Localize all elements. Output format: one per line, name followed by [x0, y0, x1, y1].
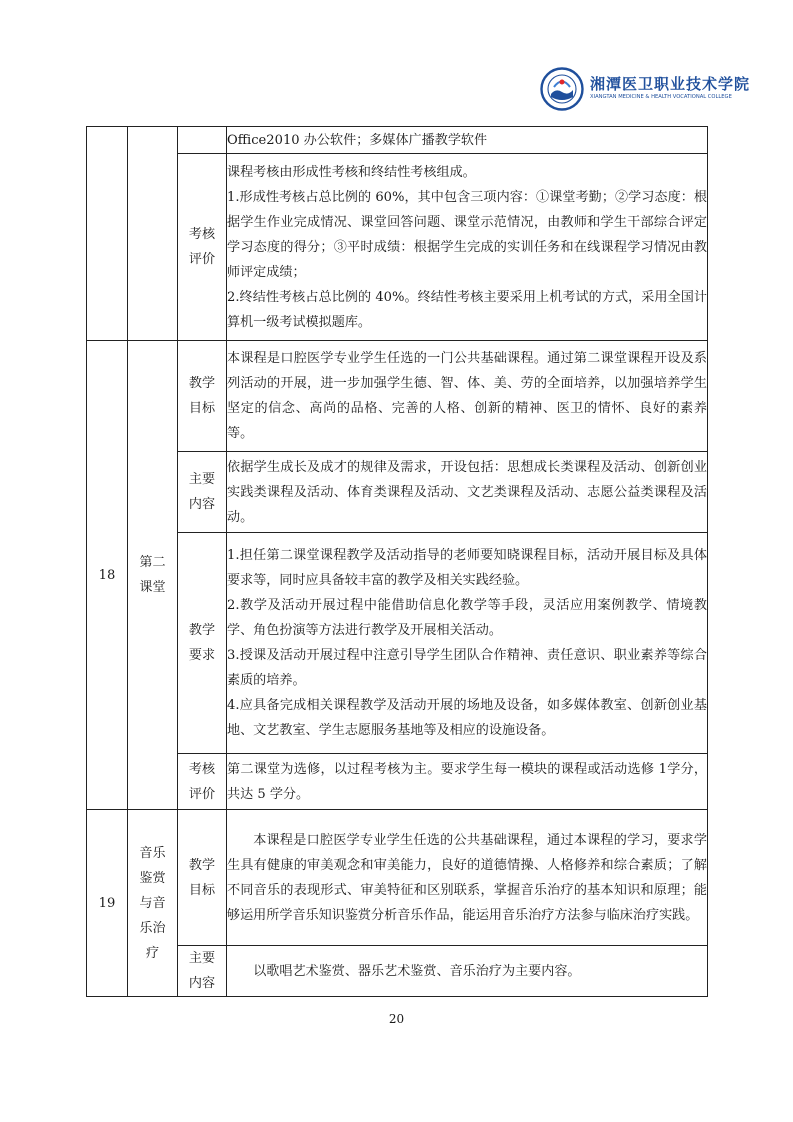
college-name: 湘潭医卫职业技术学院 [590, 75, 751, 93]
goal-label: 教学 目标 [178, 341, 227, 452]
main-label: 主要 内容 [178, 946, 227, 997]
main-label: 主要 内容 [178, 452, 227, 533]
course-name: 第二 课堂 [128, 341, 178, 810]
table-row [87, 452, 708, 533]
main-content: 依据学生成长及成才的规律及需求，开设包括：思想成长类课程及活动、创新创业实践类课程及活动、体育类课程及活动、文艺类课程及活动、志愿公益类课程及活动。 [227, 452, 708, 533]
table-row [87, 946, 708, 997]
course-number: 18 [87, 341, 128, 810]
eval-label: 考核 评价 [178, 154, 227, 341]
req-label: 教学 要求 [178, 533, 227, 754]
main-content: 以歌唱艺术鉴赏、器乐艺术鉴赏、音乐治疗为主要内容。 [227, 946, 708, 997]
college-seal-icon [540, 67, 584, 111]
goal-content: 本课程是口腔医学专业学生任选的公共基础课程，通过本课程的学习，要求学生具有健康的审美观念和审美能力，良好的道德情操、人格修养和综合素质；了解不同音乐的表现形式、审美特征和区别联系，掌握音乐治疗的基本知识和原理；能够运用所学音乐知识鉴赏分析音乐作品，能运用音乐治疗方法参与临床治疗实践。 [227, 810, 708, 946]
goal-content: 本课程是口腔医学专业学生任选的一门公共基础课程。通过第二课堂课程开设及系列活动的开展，进一步加强学生德、智、体、美、劳的全面培养，以加强培养学生坚定的信念、高尚的品格、完善的人格、创新的精神、医卫的情怀、良好的素养等。 [227, 341, 708, 452]
table-row [87, 127, 708, 154]
eval-label: 考核 评价 [178, 754, 227, 810]
college-logo [540, 67, 751, 111]
label-cell [178, 127, 227, 154]
table-row [87, 341, 708, 452]
software-content: Office2010 办公软件；多媒体广播教学软件 [227, 127, 708, 154]
course-number: 19 [87, 810, 128, 997]
table-row [87, 754, 708, 810]
eval-content: 课程考核由形成性考核和终结性考核组成。 1.形成性考核占总比例的 60%，其中包含三项内容：①课堂考勤；②学习态度：根据学生作业完成情况、课堂回答问题、课堂示范情况，由教师和学生干部综合评定学习态度的得分；③平时成绩：根据学生完成的实训任务和在线课程学习情况由教师评定成绩； 2.终结性考核占总比例的 40%。终结性考核主要采用上机考试的方式，采用全国计算机一级考试模拟题库。 [227, 154, 708, 341]
curriculum-table [86, 126, 708, 997]
college-name-english: XIANGTAN MEDICINE & HEALTH VOCATIONAL COLLEGE [590, 94, 732, 100]
page-number: 20 [388, 1012, 405, 1026]
table-row [87, 810, 708, 946]
eval-content: 第二课堂为选修，以过程考核为主。要求学生每一模块的课程或活动选修 1学分，共达 5 学分。 [227, 754, 708, 810]
table-row [87, 154, 708, 341]
course-name: 音乐 鉴赏 与音 乐治 疗 [128, 810, 178, 997]
num-cell [87, 127, 128, 341]
goal-label: 教学 目标 [178, 810, 227, 946]
name-cell [128, 127, 178, 341]
req-content: 1.担任第二课堂课程教学及活动指导的老师要知晓课程目标，活动开展目标及具体要求等，同时应具备较丰富的教学及相关实践经验。 2.教学及活动开展过程中能借助信息化教学等手段，灵活应用案例教学、情境教学、角色扮演等方法进行教学及开展相关活动。 3.授课及活动开展过程中注意引导学生团队合作精神、责任意识、职业素养等综合素质的培养。 4.应具备完成相关课程教学及活动开展的场地及设备，如多媒体教室、创新创业基地、文艺教室、学生志愿服务基地等及相应的设施设备。 [227, 533, 708, 754]
table-row [87, 533, 708, 754]
